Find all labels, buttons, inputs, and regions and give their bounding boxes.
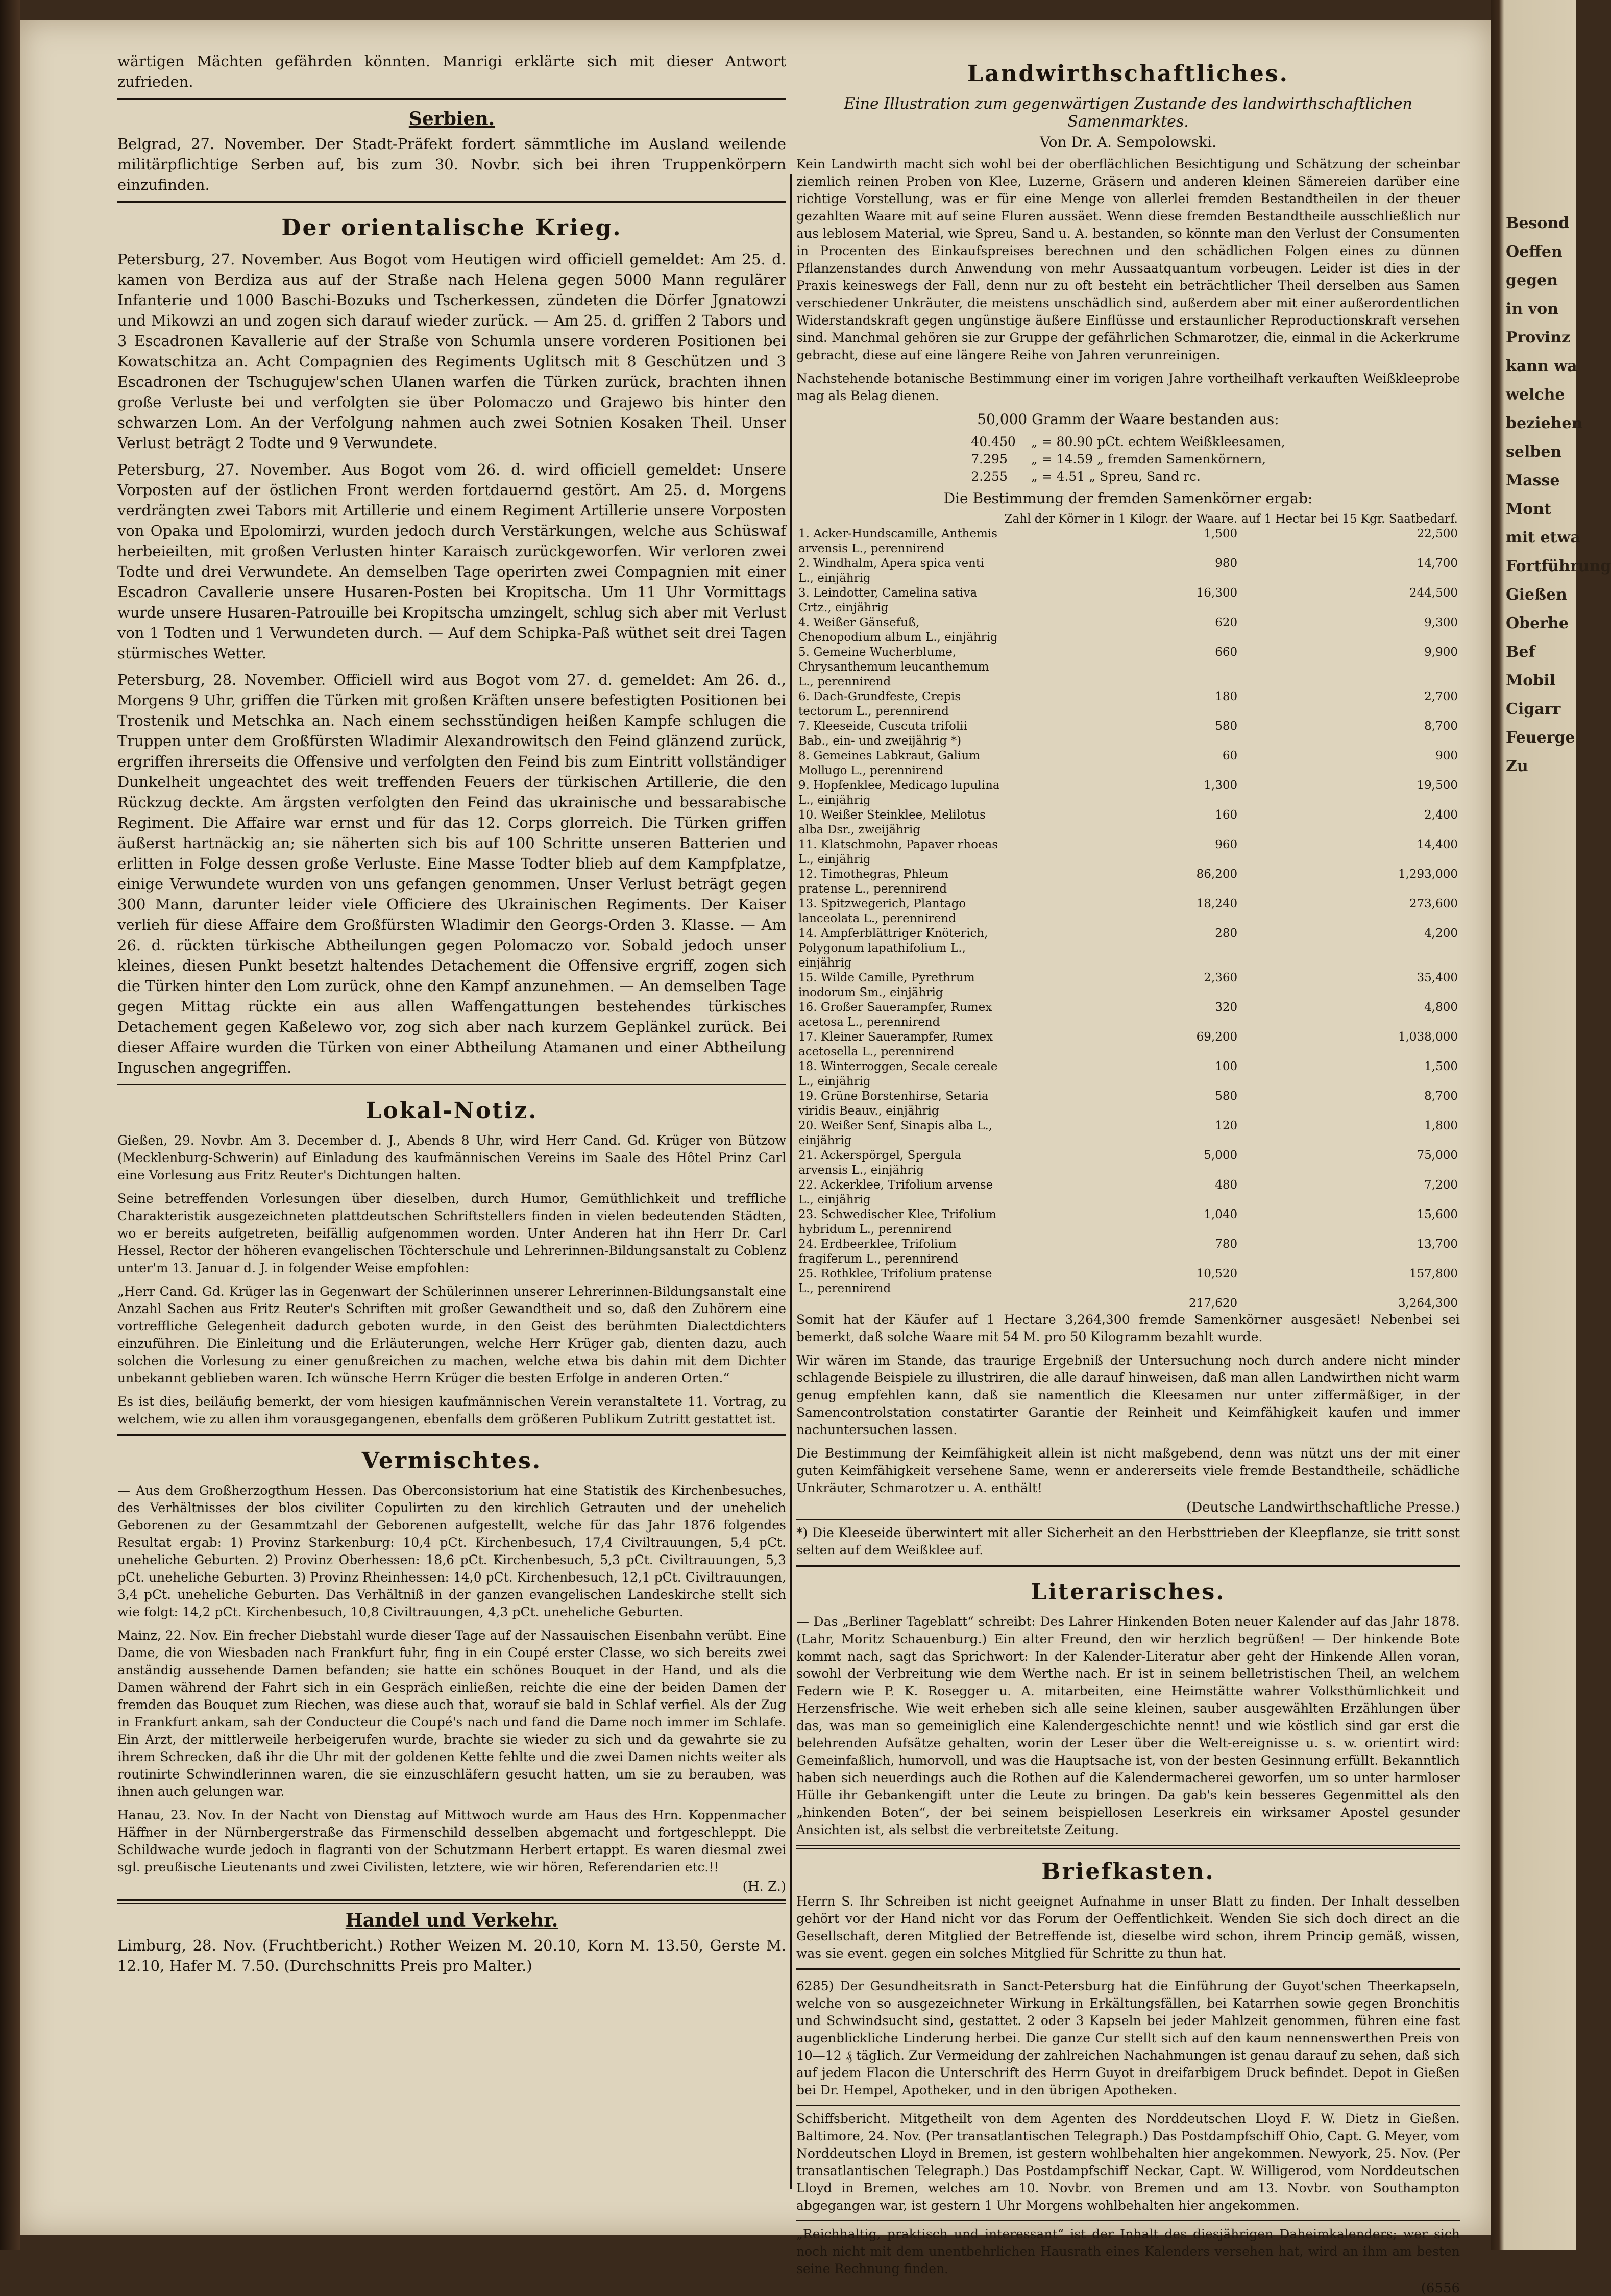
seed-name: 3. Leindotter, Camelina sativa Crtz., einjährig: [798, 586, 978, 614]
seed-count-kilo: 160: [1215, 808, 1238, 822]
seed-row: [796, 1267, 1460, 1296]
book-binding: [0, 0, 20, 2250]
seed-count-kilo: 1,500: [1204, 527, 1238, 540]
vermischtes-signature: (H. Z.): [742, 1879, 786, 1894]
seed-count-kilo: 60: [1222, 749, 1238, 762]
seed-count-kilo: 86,200: [1196, 868, 1238, 881]
edge-fragment: Bef: [1506, 643, 1535, 661]
seed-name: 12. Timothegras, Phleum pratense L., perennirend: [798, 868, 948, 896]
seed-header-cell: [796, 512, 1003, 527]
edge-fragment: Mont: [1506, 500, 1551, 518]
seed-count-kilo: 69,200: [1196, 1030, 1238, 1044]
seed-count-kilo: 580: [1215, 720, 1238, 733]
seed-name: 9. Hopfenklee, Medicago lupulina L., einjährig: [798, 779, 1000, 807]
calendar-notice-ref: (6556: [1421, 2281, 1460, 2296]
edge-fragment: beziehen: [1506, 414, 1583, 432]
seed-name: 14. Ampferblättriger Knöterich, Polygonum lapathifolium L., einjährig: [798, 927, 988, 970]
seed-count-hectar: 273,600: [1409, 897, 1458, 910]
briefkasten-text: Herrn S. Ihr Schreiben ist nicht geeignet Aufnahme in unser Blatt zu finden. Der Inhalt desselben gehört vor der Hand nicht vor das Forum der Oeffentlichkeit. Wenden Sie sich doch direct an die Gesellschaft, deren Mitglied der Betreffende ist, dieselbe wird schon, ihrem Princip gemäß, wissen, was sie event. gegen ein solches Mitglied für Schritte zu thun hat.: [796, 1894, 1460, 1961]
section-rule: [796, 1565, 1460, 1569]
seed-row: [796, 1237, 1460, 1267]
seed-count-hectar: 4,200: [1424, 927, 1458, 940]
lokal-paragraph: Es ist dies, beiläufig bemerkt, der vom hiesigen kaufmännischen Verein veranstaltete 11. Vortrag, zu welchem, wie zu allen ihm vorausgegangenen, ebenfalls dem größeren Publikum Zutritt gestattet ist.: [117, 1394, 786, 1426]
edge-fragment: Cigarr: [1506, 700, 1561, 718]
seed-name: 18. Winterroggen, Secale cereale L., einjährig: [798, 1060, 998, 1088]
seed-count-kilo: 18,240: [1196, 897, 1238, 910]
seed-count-hectar: 9,900: [1424, 646, 1458, 659]
edge-fragment: selben: [1506, 443, 1562, 461]
section-rule: [796, 2105, 1460, 2106]
edge-fragment: Mobil: [1506, 672, 1555, 689]
seed-name: 13. Spitzwegerich, Plantago lanceolata L., perennirend: [798, 897, 966, 925]
literarisches-text: — Das „Berliner Tageblatt“ schreibt: Des Lahrer Hinkenden Boten neuer Kalender auf das Jahr 1878. (Lahr, Moritz Schauenburg.) Ein alter Freund, den wir herzlich begrüßen! — Der hinkende Bote kommt nach, sagt das Sprichwort: In der Kalender-Literatur aber geht der Hinkende Allen voran, sowohl der Verbreitung wie dem Werthe nach. Er ist in seinem belletristischen Theil, an welchem Federn wie P. K. Rosegger u. A. mitarbeiten, eine Heimstätte wahrer Volksthümlichkeit und Herzensfrische. Wie weit erheben sich alle seine kleinen, sauber ausgewählten Erzählungen über das, was man so gemeiniglich eine Kalendergeschichte nennt! und wie köstlich sind gar erst die belehrenden Aufsätze gehalten, worin der Leser über die Welt-ereignisse u. s. w. orientirt wird: Gemeinfaßlich, humorvoll, und was die Hauptsache ist, von der besten Gesinnung erfüllt. Bekanntlich haben sich neuerdings auch die Rothen auf die Kalendermacherei geworfen, um so unter harmloser Hülle ihr Gebankengift unter die Leute zu bringen. Da gab's kein besseres Gegenmittel als den „hinkenden Boten“, der bei seinem beispiellosen Leserkreis ein wirksamer Apostel gesunder Ansichten ist, als selbst die verbreitetste Zeitung.: [796, 1614, 1460, 1837]
calendar-notice: „Reichhaltig, praktisch und interessant“ ist der Inhalt des diesjährigen Daheimkalenders; wer sich noch nicht mit dem unentbehrlichen Hausrath eines Kalenders versehen hat, wird an ihm am besten seine Rechnung finden.: [796, 2227, 1460, 2276]
stat-desc: „ = 14.59 „ fremden Samenkörnern,: [1031, 452, 1266, 466]
handel-text: Limburg, 28. Nov. (Fruchtbericht.) Rother Weizen M. 20.10, Korn M. 13.50, Gerste M. 12.10, Hafer M. 7.50. (Durchschnitts Preis pro Malter.): [117, 1937, 786, 1974]
seed-name: 10. Weißer Steinklee, Melilotus alba Dsr., zweijährig: [798, 808, 986, 836]
seed-name: 8. Gemeines Labkraut, Galium Mollugo L., perennirend: [798, 749, 981, 777]
seed-row: [796, 897, 1460, 926]
seed-row: [796, 645, 1460, 689]
seed-count-hectar: 19,500: [1417, 779, 1458, 792]
landwirth-byline: Von Dr. A. Sempolowski.: [1039, 134, 1217, 151]
seed-count-kilo: 960: [1215, 838, 1238, 851]
seed-name: 11. Klatschmohn, Papaver rhoeas L., einjährig: [798, 838, 998, 866]
edge-fragment: mit etwa: [1506, 529, 1580, 547]
seed-row: [796, 971, 1460, 1000]
table-intro: Die Bestimmung der fremden Samenkörner ergab:: [943, 490, 1313, 507]
seed-count-hectar: 9,300: [1424, 616, 1458, 629]
seed-count-kilo: 5,000: [1204, 1149, 1238, 1162]
landwirth-paragraph: Kein Landwirth macht sich wohl bei der oberflächlichen Besichtigung und Schätzung der scheinbar ziemlich reinen Proben von Klee, Luzerne, Gräsern und anderen kleinen Sämereien darüber eine richtige Vorstellung, was er für eine Menge von allerlei fremden Bestandtheilen in der theuer gezahlten Waare mit auf seine Fluren aussäet. Wenn diese fremden Bestandtheile ausschließlich nur aus leblosem Material, wie Spreu, Sand u. A. bestanden, so könnte man den Verlust der Consumenten in Procenten des Einkaufspreises berechnen und den schädlichen Folgen eines zu dünnen Pflanzenstandes durch Anwendung von mehr Aussaatquantum vorbeugen. Leider ist dies in der Praxis keineswegs der Fall, denn nur zu oft besteht ein beträchtlicher Theil derselben aus Samen verschiedener Unkräuter, die meistens unschädlich sind, außerdem aber mit einer außerordentlichen Widerstandskraft gegen ungünstige äußere Einflüsse und erstaunlicher Reproductionskraft versehen sind. Manchmal gehören sie zur Gruppe der gefährlichen Schmarotzer, die, einmal in die Ackerkrume gebracht, diese auf eine längere Reihe von Jahren verunreinigen.: [796, 157, 1460, 362]
landwirth-paragraph: Nachstehende botanische Bestimmung einer im vorigen Jahre vortheilhaft verkauften Weißkleeprobe mag als Belag dienen.: [796, 371, 1460, 403]
landwirth-footnote: *) Die Kleeseide überwintert mit aller Sicherheit an den Herbsttrieben der Kleepflanze, sie tritt sonst selten auf dem Weißklee auf.: [796, 1525, 1460, 1558]
edge-fragment: Besond: [1506, 214, 1570, 232]
seed-count-hectar: 13,700: [1417, 1238, 1458, 1251]
edge-fragment: Masse: [1506, 472, 1560, 489]
seed-header-cell: auf 1 Hectar bei 15 Kgr. Saatbedarf.: [1241, 512, 1458, 526]
stat-desc: „ = 4.51 „ Spreu, Sand rc.: [1031, 469, 1201, 484]
seed-count-hectar: 244,500: [1409, 586, 1458, 600]
seed-count-hectar: 2,400: [1424, 808, 1458, 822]
seed-count-kilo: 100: [1215, 1060, 1238, 1073]
seed-count-kilo: 16,300: [1196, 586, 1238, 600]
seed-count-kilo: 180: [1215, 690, 1238, 703]
seed-name: 15. Wilde Camille, Pyrethrum inodorum Sm., einjährig: [798, 971, 975, 999]
seed-name: 23. Schwedischer Klee, Trifolium hybridum L., perennirend: [798, 1208, 996, 1236]
advertisement-guyot: 6285) Der Gesundheitsrath in Sanct-Petersburg hat die Einführung der Guyot'schen Theerkapseln, welche von so ausgezeichneter Wirkung in Erkältungsfällen, bei Katarrhen sowie gegen Bronchitis und Schwindsucht sind, gestattet. 2 oder 3 Kapseln bei jeder Mahlzeit genommen, führen eine fast augenblickliche Linderung herbei. Die ganze Cur stellt sich auf den kaum nennenswerthen Preis von 10—12 ₰ täglich. Zur Vermeidung der zahlreichen Nachahmungen ist genau darauf zu sehen, daß sich auf jedem Flacon die Unterschrift des Herrn Guyot in dreifarbigem Druck befindet. Depot in Gießen bei Dr. Hempel, Apotheker, und in den übrigen Apotheken.: [796, 1979, 1460, 2097]
vermischtes-body: [117, 1482, 786, 1894]
edge-fragment: gegen: [1506, 271, 1558, 289]
seed-row: [796, 1119, 1460, 1148]
seed-row: [796, 586, 1460, 615]
edge-fragment: Provinz: [1506, 329, 1571, 347]
seed-count-hectar: 1,038,000: [1398, 1030, 1458, 1044]
sample-composition: [963, 433, 1293, 486]
stat-row: [964, 468, 1292, 485]
landwirth-after: Somit hat der Käufer auf 1 Hectare 3,264,300 fremde Samenkörner ausgesäet! Nebenbei sei bemerkt, daß solche Waare mit 54 M. pro 50 Kilogramm bezahlt wurde.: [796, 1312, 1460, 1344]
seed-count-kilo: 620: [1215, 616, 1238, 629]
stat-grams: 7.295: [971, 452, 1008, 466]
seed-row: [796, 1059, 1460, 1089]
seed-row: [796, 926, 1460, 971]
section-rule: [796, 2220, 1460, 2221]
seed-name: 4. Weißer Gänsefuß, Chenopodium album L., einjährig: [798, 616, 998, 644]
seed-row: [796, 1207, 1460, 1237]
serbien-text: Belgrad, 27. November. Der Stadt-Präfekt fordert sämmtliche im Ausland weilende militärpflichtige Serben auf, bis zum 30. Novbr. sich bei ihren Truppenkörpern einzufinden.: [117, 135, 786, 193]
krieg-paragraph: Petersburg, 27. November. Aus Bogot vom Heutigen wird officiell gemeldet: Am 25. d. kamen von Berdiza aus auf der Straße nach Helena gegen 5000 Mann regulärer Infanterie und 1000 Baschi-Bozuks und Tscherkessen, zündeten die Dörfer Jgnatowzi und Mikowzi an und zogen sich darauf wieder zurück. — Am 25. d. griffen 2 Tabors und 3 Escadronen Kavallerie auf der Straße von Schumla unsere vorderen Positionen bei Kowatschitza an. Acht Compagnien des Regiments Uglitsch mit 8 Geschützen und 3 Escadronen der Tschugujew'schen Ulanen warfen die Türken zurück, brachten ihnen große Verluste bei und verfolgten sie über Polomaczo und Grajewo bis hinter den schwarzen Lom. An der Verfolgung nahmen auch zwei Sotnien Kosaken Theil. Unser Verlust beträgt 2 Todte und 9 Verwundete.: [117, 251, 786, 452]
edge-fragment: in von: [1506, 300, 1558, 318]
seed-total-row: [796, 1296, 1460, 1311]
landwirth-subtitle: Eine Illustration zum gegenwärtigen Zustande des landwirthschaftlichen Samenmarktes.: [844, 95, 1412, 131]
lokal-paragraph: Gießen, 29. Novbr. Am 3. December d. J., Abends 8 Uhr, wird Herr Cand. Gd. Krüger von Bützow (Mecklenburg-Schwerin) auf Einladung des kaufmännischen Vereins im Saale des Hôtel Prinz Carl eine Vorlesung aus Fritz Reuter's Dichtungen halten.: [117, 1133, 786, 1182]
seed-name: 1. Acker-Hundscamille, Anthemis arvensis L., perennirend: [798, 527, 998, 555]
seed-count-kilo: 980: [1215, 557, 1238, 570]
seed-name: 2. Windhalm, Apera spica venti L., einjährig: [798, 557, 985, 585]
seed-count-hectar: 75,000: [1417, 1149, 1458, 1162]
ship-report: Schiffsbericht. Mitgetheilt von dem Agenten des Norddeutschen Lloyd F. W. Dietz in Gießen. Baltimore, 24. Nov. (Per transatlantischen Telegraph.) Das Postdampfschiff Ohio, Capt. G. Meyer, vom Norddeutschen Lloyd in Bremen, ist gestern wohlbehalten hier angekommen. Newyork, 25. Nov. (Per transatlantischen Telegraph.) Das Postdampfschiff Neckar, Capt. W. Willigerod, vom Norddeutschen Lloyd in Bremen, welches am 10. Novbr. von Bremen und am 13. Novbr. von Southampton abgegangen war, ist gestern 1 Uhr Morgens wohlbehalten hier angekommen.: [796, 2111, 1460, 2213]
seed-row: [796, 1148, 1460, 1178]
seed-name: 6. Dach-Grundfeste, Crepis tectorum L., perennirend: [798, 690, 961, 718]
footnote-rule: [796, 1519, 1460, 1520]
stat-row: [964, 451, 1292, 467]
lokal-body: [117, 1132, 786, 1428]
lokal-paragraph: Seine betreffenden Vorlesungen über dieselben, durch Humor, Gemüthlichkeit und treffliche Charakteristik ausgezeichneten plattdeutschen Schriftstellers finden in vielen bedeutenden Städten, wo er bereits aufgetreten, beifällig aufgenommen worden. Unter Anderen hat ihn Herr Dr. Carl Hessel, Rector der höheren evangelischen Töchterschule und Lehrerinnen-Bildungsanstalt zu Coblenz unter'm 13. Januar d. J. in folgender Weise empfohlen:: [117, 1191, 786, 1275]
briefkasten-heading: Briefkasten.: [1041, 1859, 1215, 1885]
seed-count-hectar: 8,700: [1424, 1090, 1458, 1103]
vermischtes-paragraph: Hanau, 23. Nov. In der Nacht von Dienstag auf Mittwoch wurde am Haus des Hrn. Koppenmacher Häffner in der Nürnbergerstraße das Firmenschild desselben abgemacht und fortgeschleppt. Die Schildwache wurde jedoch in flagranti von der Schutzmann Herbert ertappt. Es waren diesmal zwei sgl. preußische Lieutenants und zwei Civilisten, letztere, wie wir hören, Referendarien etc.!!: [117, 1808, 786, 1874]
landwirth-source: (Deutsche Landwirthschaftliche Presse.): [1186, 1500, 1460, 1515]
edge-fragment: Gießen: [1506, 586, 1567, 604]
seed-row: [796, 1178, 1460, 1207]
seed-count-kilo: 280: [1215, 927, 1238, 940]
article-continuation: wärtigen Mächten gefährden könnten. Manrigi erklärte sich mit dieser Antwort zufrieden.: [117, 53, 786, 90]
seed-name: 25. Rothklee, Trifolium pratense L., perennirend: [798, 1267, 992, 1295]
section-rule: [117, 1899, 786, 1904]
seed-count-hectar: 900: [1435, 749, 1458, 762]
seed-count-kilo: 1,040: [1204, 1208, 1238, 1221]
seed-count-kilo: 1,300: [1204, 779, 1238, 792]
krieg-heading: Der orientalische Krieg.: [281, 215, 622, 241]
edge-fragment: Feuerge: [1506, 729, 1575, 747]
seed-count-hectar: 35,400: [1417, 971, 1458, 984]
krieg-paragraph: Petersburg, 27. November. Aus Bogot vom 26. d. wird officiell gemeldet: Unsere Vorposten auf der östlichen Front werden fortdauernd gestört. Am 25. d. Morgens verdrängten zwei Tabors mit Artillerie und einem Regiment Artillerie unsere Vorposten von Opaka und Epolomirzi, wurden jedoch durch Verstärkungen, welche aus Schüswaf herbeieilten, mit großen Verlusten hinter Karaisch zurückgeworfen. Wir verloren zwei Todte und drei Verwundete. An demselben Tage operirten zwei Compagnien mit einer Escadron Cavallerie unsere Husaren-Posten bei Kropitscha. Um 11 Uhr Vormittags wurde unsere Husaren-Patrouille bei Kropitscha umzingelt, schlug sich aber mit Verlust von 1 Todten und 1 Verwundeten durch. — Auf dem Schipka-Paß wüthet seit drei Tagen stürmisches Wetter.: [117, 461, 786, 662]
section-rule: [796, 1968, 1460, 1972]
seed-count-hectar: 14,700: [1417, 557, 1458, 570]
seed-count-kilo: 580: [1215, 1090, 1238, 1103]
seed-name: 20. Weißer Senf, Sinapis alba L., einjährig: [798, 1119, 992, 1147]
seed-count-hectar: 1,800: [1424, 1119, 1458, 1132]
seed-count-kilo: 120: [1215, 1119, 1238, 1132]
left-column: [117, 51, 786, 1982]
seed-name: 22. Ackerklee, Trifolium arvense L., einjährig: [798, 1178, 993, 1206]
stats-intro: 50,000 Gramm der Waare bestanden aus:: [977, 411, 1279, 428]
seed-count-hectar: 1,293,000: [1398, 868, 1458, 881]
edge-fragment: Fortführung: [1506, 557, 1611, 575]
landwirth-after: Die Bestimmung der Keimfähigkeit allein ist nicht maßgebend, denn was nützt uns der mit einer guten Keimfähigkeit versehene Same, wenn er andererseits viele fremde Bestandtheile, schädliche Unkräuter, Schmarotzer u. A. enthält!: [796, 1446, 1460, 1495]
vermischtes-paragraph: — Aus dem Großherzogthum Hessen. Das Oberconsistorium hat eine Statistik des Kirchenbesuches, des Verhältnisses der blos civiliter Copulirten zu den kirchlich Getrauten und der unehelich Geborenen zu der Gesammtzahl der Geborenen aufgestellt, welche für das Jahr 1876 folgendes Resultat ergab: 1) Provinz Starkenburg: 10,4 pCt. Kirchenbesuch, 17,4 Civiltrauungen, 5,4 pCt. uneheliche Geburten. 2) Provinz Oberhessen: 18,6 pCt. Kirchenbesuch, 5,3 pCt. Civiltrauungen, 5,3 pCt. uneheliche Geburten. 3) Provinz Rheinhessen: 14,0 pCt. Kirchenbesuch, 12,1 pCt. Civiltrauungen, 3,4 pCt. uneheliche Geburten. Das Verhältniß in der ganzen evangelischen Landeskirche stellt sich wie folgt: 14,2 pCt. Kirchenbesuch, 10,8 Civiltrauungen, 4,3 pCt. uneheliche Geburten.: [117, 1483, 786, 1619]
stat-desc: „ = 80.90 pCt. echtem Weißkleesamen,: [1031, 434, 1285, 449]
edge-fragment: Zu: [1506, 757, 1528, 775]
seed-row: [796, 615, 1460, 645]
seed-count-hectar: 2,700: [1424, 690, 1458, 703]
vermischtes-heading: Vermischtes.: [361, 1448, 542, 1474]
seed-count-hectar: 157,800: [1409, 1267, 1458, 1280]
seed-count-hectar: 4,800: [1424, 1001, 1458, 1014]
adjacent-page-fragments: [1506, 214, 1611, 786]
seed-name: 7. Kleeseide, Cuscuta trifolii Bab., ein- und zweijährig *): [798, 720, 967, 748]
stat-grams: 40.450: [971, 434, 1016, 449]
edge-fragment: welche: [1506, 386, 1565, 404]
landwirth-body: [796, 156, 1460, 405]
edge-fragment: kann wa: [1506, 357, 1577, 375]
edge-fragment: Oberhe: [1506, 614, 1569, 632]
edge-fragment: Oeffen: [1506, 243, 1563, 261]
seed-row: [796, 808, 1460, 837]
landwirth-conclusion: [796, 1311, 1460, 1559]
seed-count-hectar: 1,500: [1424, 1060, 1458, 1073]
seed-row: [796, 749, 1460, 778]
seed-row: [796, 1030, 1460, 1059]
seed-total-hectar: 3,264,300: [1398, 1297, 1458, 1310]
seed-row: [796, 719, 1460, 749]
stat-grams: 2.255: [971, 469, 1008, 484]
section-rule: [117, 201, 786, 205]
right-column: [796, 51, 1460, 2296]
lokal-paragraph: „Herr Cand. Gd. Krüger las in Gegenwart der Schülerinnen unserer Lehrerinnen-Bildungsanstalt eine Anzahl Sachen aus Fritz Reuter's Schriften mit großer Gewandtheit und so, daß den Zuhörern eine vortreffliche Gelegenheit dadurch geboten wurde, in den Geist des berühmten Dialectdichters einzuführen. Die Einleitung und die Erläuterungen, welche Herr Krüger gab, dienten dazu, auch solchen die Vorlesung zu einer genußreichen zu machen, welche etwa bis dahin mit dem Dichter unbekannt geblieben waren. Ich wünsche Herrn Krüger die besten Erfolge in anderen Orten.“: [117, 1284, 786, 1386]
seed-row: [796, 778, 1460, 808]
seed-count-hectar: 14,400: [1417, 838, 1458, 851]
seed-table-header: [796, 512, 1460, 527]
krieg-paragraph: Petersburg, 28. November. Officiell wird aus Bogot vom 27. d. gemeldet: Am 26. d., Morgens 9 Uhr, griffen die Türken mit großen Kräften unsere befestigten Positionen bei Trostenik und Metschka an. Nach einem sechsstündigen heißen Kampfe schlugen die Truppen unter dem Großfürsten Wladimir Alexandrowitsch den Feind glänzend zurück, ergriffen ihrerseits die Offensive und verfolgten den Feind bis zum Eintritt vollständiger Dunkelheit ungeachtet des weit treffenden Feuers der türkischen Artillerie, die den Rückzug deckte. Am ärgsten verfolgten den Feind das ukrainische und bessarabische Regiment. Die Affaire war ernst und für das 12. Corps glorreich. Die Türken griffen äußerst hartnäckig an; sie näherten sich bis auf 100 Schritte unseren Batterien und erlitten in Folge dessen große Verluste. Eine Masse Todter blieb auf dem Kampfplatze, einige Verwundete wurden von uns gefangen genommen. Unser Verlust beträgt gegen 300 Mann, darunter leider viele Officiere des Ukrainischen Regiments. Der Kaiser verlieh für diese Affaire dem Großfürsten Wladimir den Georgs-Orden 3. Klasse. — Am 26. d. rückten türkische Abtheilungen gegen Polomaczo vor. Sobald jedoch unser kleines, diesen Punkt besetzt haltendes Detachement die Offensive ergriff, zogen sich die Türken hinter den Lom zurück, ohne den Kampf anzunehmen. — An demselben Tage gegen Mittag rückte ein aus allen Waffengattungen bestehendes türkisches Detachement gegen Kaßelewo vor, zog sich aber nach kurzem Geplänkel zurück. Bei dieser Affaire wurden die Türken von einer Abtheilung Atamanen und einer Abtheilung Inguschen angegriffen.: [117, 671, 786, 1076]
seed-header-cell: Zahl der Körner in 1 Kilogr. der Waare.: [1004, 512, 1238, 526]
seed-name: 24. Erdbeerklee, Trifolium fragiferum L., perennirend: [798, 1238, 959, 1266]
section-rule: [796, 1845, 1460, 1849]
seed-row: [796, 527, 1460, 556]
seed-name: 17. Kleiner Sauerampfer, Rumex acetosella L., perennirend: [798, 1030, 993, 1058]
seed-count-kilo: 10,520: [1196, 1267, 1238, 1280]
seed-count-kilo: 660: [1215, 646, 1238, 659]
column-divider: [790, 174, 792, 2189]
seed-total-kilo: 217,620: [1189, 1297, 1238, 1310]
seed-row: [796, 1000, 1460, 1030]
seed-count-hectar: 22,500: [1417, 527, 1458, 540]
seed-name: 16. Großer Sauerampfer, Rumex acetosa L., perennirend: [798, 1001, 992, 1029]
seed-row: [796, 837, 1460, 867]
seed-row: [796, 556, 1460, 586]
seed-table: [796, 512, 1460, 1311]
section-rule: [117, 1434, 786, 1438]
seed-total-label: [796, 1296, 1003, 1311]
lokal-heading: Lokal-Notiz.: [365, 1098, 538, 1124]
seed-name: 21. Ackerspörgel, Spergula arvensis L., einjährig: [798, 1149, 962, 1177]
serbien-heading: Serbien.: [408, 108, 495, 130]
seed-count-kilo: 780: [1215, 1238, 1238, 1251]
section-rule: [117, 1084, 786, 1088]
section-rule: [117, 98, 786, 102]
seed-count-hectar: 15,600: [1417, 1208, 1458, 1221]
stat-row: [964, 434, 1292, 450]
seed-count-hectar: 7,200: [1424, 1178, 1458, 1192]
vermischtes-paragraph: Mainz, 22. Nov. Ein frecher Diebstahl wurde dieser Tage auf der Nassauischen Eisenbahn verübt. Eine Dame, die von Wiesbaden nach Frankfurt fuhr, fing in ein Coupé erster Classe, wo sich bereits zwei anständig aussehende Damen befanden; sie hatte ein schönes Bouquet in der Hand, und als die Damen während der Fahrt sich in ein Gespräch einließen, reichte die eine der beiden Damen der fremden das Bouquet zum Riechen, was diese auch that, worauf sie bald in Schlaf verfiel. Als der Zug in Frankfurt ankam, sah der Conducteur die Coupé's nach und fand die Dame noch immer im Schlafe. Ein Arzt, der mittlerweile herbeigerufen wurde, brachte sie wieder zu sich und da gewahrte sie zu ihrem Schrecken, daß ihr die Uhr mit der goldenen Kette fehlte und die zwei Damen nichts weiter als routinirte Schwindlerinnen waren, die sie einzuschläfern gesucht hatten, um sie zu berauben, was ihnen auch gelungen war.: [117, 1628, 786, 1799]
seed-name: 19. Grüne Borstenhirse, Setaria viridis Beauv., einjährig: [798, 1090, 989, 1118]
literarisches-heading: Literarisches.: [1031, 1579, 1226, 1605]
seed-row: [796, 689, 1460, 719]
seed-count-kilo: 2,360: [1204, 971, 1238, 984]
seed-row: [796, 1089, 1460, 1119]
seed-name: 5. Gemeine Wucherblume, Chrysanthemum leucanthemum L., perennirend: [798, 646, 989, 688]
seed-count-hectar: 8,700: [1424, 720, 1458, 733]
seed-row: [796, 867, 1460, 897]
seed-count-kilo: 480: [1215, 1178, 1238, 1192]
landwirth-heading: Landwirthschaftliches.: [967, 61, 1289, 87]
handel-heading: Handel und Verkehr.: [345, 1910, 558, 1931]
newspaper-page: [20, 20, 1491, 2296]
adjacent-page-edge: [1491, 0, 1611, 2250]
landwirth-after: Wir wären im Stande, das traurige Ergebniß der Untersuchung noch durch andere nicht minder schlagende Beispiele zu illustriren, die alle darauf hinweisen, daß man allen Landwirthen nicht warm genug empfehlen kann, daß sie namentlich die Kleesamen nur unter ziffermäßiger, in der Samencontrolstation constatirter Garantie der Reinheit und Keimfähigkeit kaufen und immer nachuntersuchen lassen.: [796, 1353, 1460, 1437]
seed-table-body: [796, 527, 1460, 1296]
seed-count-kilo: 320: [1215, 1001, 1238, 1014]
